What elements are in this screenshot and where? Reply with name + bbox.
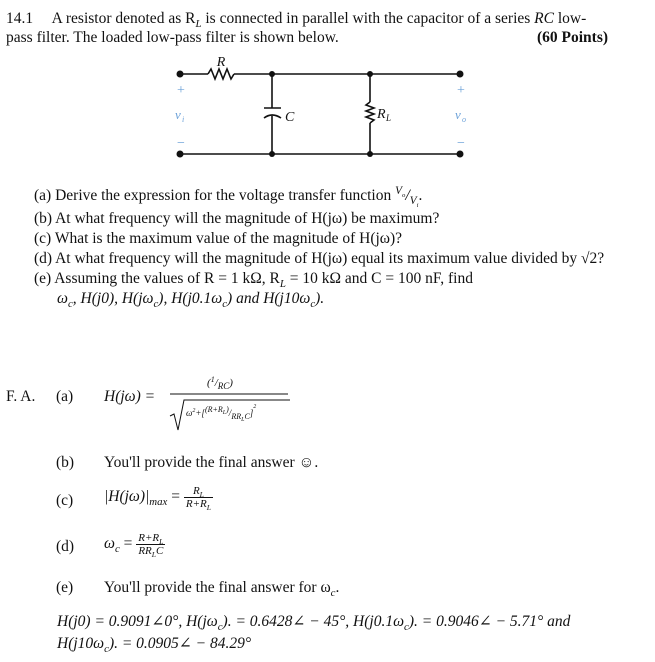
question-b-text: At what frequency will the magnitude of H(jω) be maximum? — [55, 210, 440, 227]
terminal-out-bottom — [457, 151, 464, 158]
vi-plus: + — [177, 83, 185, 98]
answer-e-values-line2: $H(j10\omega_c)$. = 0.0905∠ − 84.29° — [57, 635, 252, 656]
question-e-line2: $\omega_c$, H(j0), $H(j\omega_c)$, $H(j0.1\omega_c)$ and $H(j10\omega_c)$. — [57, 290, 325, 311]
points-label: (60 Points) — [537, 29, 609, 46]
question-c-label: (c) — [34, 230, 52, 247]
problem-text-1c: low- — [553, 10, 587, 27]
question-b — [34, 210, 439, 228]
answer-c-eq: = — [171, 488, 180, 506]
c-label: C — [285, 110, 295, 125]
circuit-diagram — [0, 0, 655, 180]
problem-text-1: A resistor denoted as R — [51, 10, 196, 27]
question-c — [34, 230, 402, 248]
question-e-sub: L — [279, 278, 286, 291]
answer-d-sub: c — [114, 543, 120, 556]
answer-d-lhs: ω — [104, 535, 115, 553]
vo-plus: + — [457, 83, 465, 98]
junction-rl-bottom — [367, 151, 373, 157]
terminal-in-top — [177, 71, 184, 78]
svg-text:ω2+[(R+RL)/RRLC]2: $\omega^2+[(R+R_L)/RR_LC]^2$ — [186, 404, 257, 423]
question-e-text: Assuming the values of R = 1 kΩ, R — [54, 270, 280, 287]
svg-text:(1/RC): $(^1/_{RC})$ — [207, 375, 233, 391]
answer-a-label: (a) — [56, 388, 74, 405]
question-d-label: (d) — [34, 250, 53, 267]
answer-d-label: (d) — [56, 538, 75, 555]
r-label: R — [216, 55, 226, 70]
question-a-label: (a) — [34, 187, 52, 204]
answer-e-label: (e) — [56, 579, 74, 596]
junction-c-top — [269, 71, 275, 77]
question-c-text: What is the maximum value of the magnitude of H(jω)? — [54, 230, 403, 247]
problem-text-1b: is connected in parallel with the capacitor of a series — [201, 10, 535, 27]
answers-header: F. A. — [6, 388, 36, 405]
question-e — [34, 270, 473, 291]
question-e-text-rest: = 10 kΩ and C = 100 nF, find — [285, 270, 473, 287]
rc-text: RC — [534, 10, 554, 27]
answer-e-values-line1: H(j0) = 0.9091∠0°, $H(j\omega_c)$. = 0.6428∠ − 45°, $H(j0.1\omega_c)$. = 0.9046∠ − 5.71° and — [57, 613, 571, 634]
question-a-text: Derive the expression for the voltage transfer function — [55, 187, 396, 204]
sub-l: L — [195, 18, 202, 31]
vo-minus: − — [457, 136, 465, 151]
question-a: (a) Derive the expression for the voltage transfer function $^{V_o}/_{V_i}$. — [34, 184, 423, 210]
question-d-text: At what frequency will the magnitude of H(jω) equal its maximum value divided by √2? — [55, 250, 605, 267]
answer-c-label: (c) — [56, 492, 74, 509]
rl-sub: L — [386, 113, 392, 123]
vi-minus: − — [177, 136, 185, 151]
answer-c-fraction: $\frac{R_L}{R+R_L}$ — [185, 485, 212, 513]
answer-a-formula — [168, 372, 298, 434]
answer-e-text: You'll provide the final answer for $\omega_c$. — [104, 579, 340, 600]
rl-label: R — [377, 107, 386, 122]
vo-label: v — [455, 107, 461, 122]
vi-label: v — [175, 107, 181, 122]
question-e-label: (e) — [34, 270, 52, 287]
answer-b-text: You'll provide the final answer ☺. — [104, 454, 319, 471]
question-d — [34, 250, 604, 268]
vo-sub: o — [462, 115, 466, 124]
terminal-in-bottom — [177, 151, 184, 158]
answer-d-fraction: $\frac{R+R_L}{RR_LC}$ — [138, 532, 164, 560]
junction-rl-top — [367, 71, 373, 77]
problem-number: 14.1 — [6, 10, 34, 27]
answer-b-label: (b) — [56, 454, 75, 471]
answer-a-lhs: H(jω) = — [104, 388, 156, 405]
vi-sub: i — [182, 115, 185, 124]
junction-c-bottom — [269, 151, 275, 157]
answer-c-lhs: |H(jω)| — [104, 488, 150, 506]
problem-text-2: pass filter. The loaded low-pass filter is shown below. — [6, 29, 339, 46]
answer-c-sub: max — [149, 496, 168, 509]
question-b-label: (b) — [34, 210, 53, 227]
terminal-out-top — [457, 71, 464, 78]
vo-vi-fraction: $^{V_o}/_{V_i}$ — [395, 184, 419, 210]
answer-d-formula — [104, 532, 165, 560]
answer-c-formula — [104, 485, 213, 513]
answer-d-eq: = — [123, 535, 133, 553]
